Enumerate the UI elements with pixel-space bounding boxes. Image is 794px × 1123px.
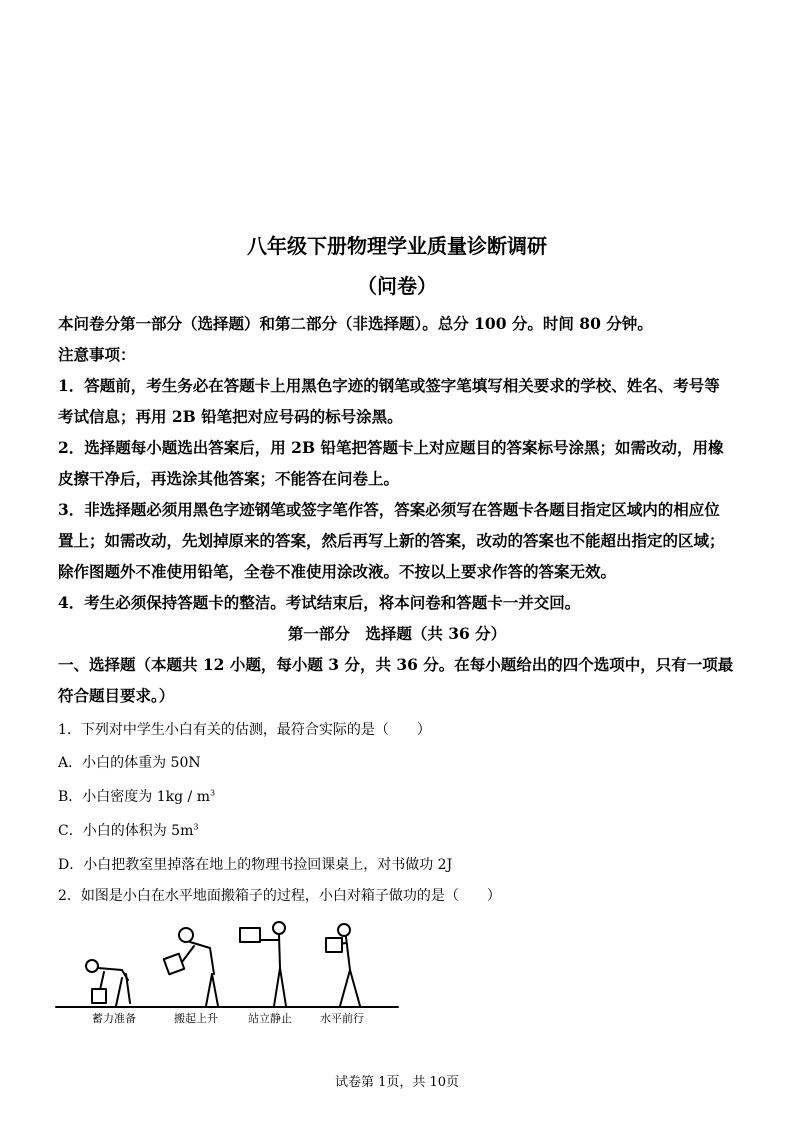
notice-line-2: 考试信息；再用 2B 铅笔把对应号码的标号涂黑。 xyxy=(58,407,403,426)
intro-text: 本问卷分第一部分（选择题）和第二部分（非选择题）。总分 100 分。时间 80 分钟。 xyxy=(58,314,653,333)
q1-option-c: C．小白的体积为 $5m^3$ xyxy=(58,822,199,839)
page-footer: 试卷第 1页，共 10页 xyxy=(334,1075,460,1090)
notice-line-5: 3．非选择题必须用黑色字迹钢笔或签字笔作答，答案必须写在答题卡各题目指定区域内的相应位 xyxy=(58,500,720,519)
notice-heading: 注意事项： xyxy=(58,345,136,364)
section-instructions-2: 符合题目要求。） xyxy=(58,686,175,705)
notice-line-8: 4．考生必须保持答题卡的整洁。考试结束后，将本问卷和答题卡一并交回。 xyxy=(58,593,581,612)
figure-walk-forward xyxy=(326,924,360,1006)
caption-walk: 水平前行 xyxy=(320,1012,364,1025)
q1-option-a: A．小白的体重为 50N xyxy=(58,755,201,771)
notice-line-1: 1．答题前，考生务必在答题卡上用黑色字迹的钢笔或签字笔填写相关要求的学校、姓名、考号等 xyxy=(58,376,720,395)
notice-line-3: 2．选择题每小题选出答案后，用 2B 铅笔把答题卡上对应题目的答案标号涂黑；如需改动，用橡 xyxy=(58,438,724,457)
q1-option-d: D．小白把教室里掉落在地上的物理书捡回课桌上，对书做功 2J xyxy=(58,857,453,873)
q2-stem: 2．如图是小白在水平地面搬箱子的过程，小白对箱子做功的是（ ） xyxy=(58,888,501,904)
section-instructions-1: 一、选择题（本题共 12 小题，每小题 3 分，共 36 分。在每小题给出的四个选项中，只有一项最 xyxy=(58,655,734,674)
caption-stand: 站立静止 xyxy=(248,1012,292,1025)
figure-bend-prepare xyxy=(86,960,130,1006)
exam-subtitle: （问卷） xyxy=(357,274,437,298)
q1-stem: 1．下列对中学生小白有关的估测，最符合实际的是（ ） xyxy=(58,722,431,738)
caption-lift: 搬起上升 xyxy=(174,1012,218,1025)
exam-title: 八年级下册物理学业质量诊断调研 xyxy=(247,234,547,258)
notice-line-7: 除作图题外不准使用铅笔，全卷不准使用涂改液。不按以上要求作答的答案无效。 xyxy=(58,562,617,581)
caption-prepare: 蓄力准备 xyxy=(92,1012,136,1025)
section-heading: 第一部分 选择题（共 36 分） xyxy=(287,624,507,643)
figure-lift-up xyxy=(164,928,218,1006)
q1-option-b: B．小白密度为 $1kg / m^3$ xyxy=(58,788,216,805)
notice-line-6: 置上；如需改动，先划掉原来的答案，然后再写上新的答案，改动的答案也不能超出指定的区域； xyxy=(58,531,725,550)
figure-stand-still xyxy=(240,922,286,1006)
notice-line-4: 皮擦干净后，再选涂其他答案；不能答在问卷上。 xyxy=(58,469,400,488)
